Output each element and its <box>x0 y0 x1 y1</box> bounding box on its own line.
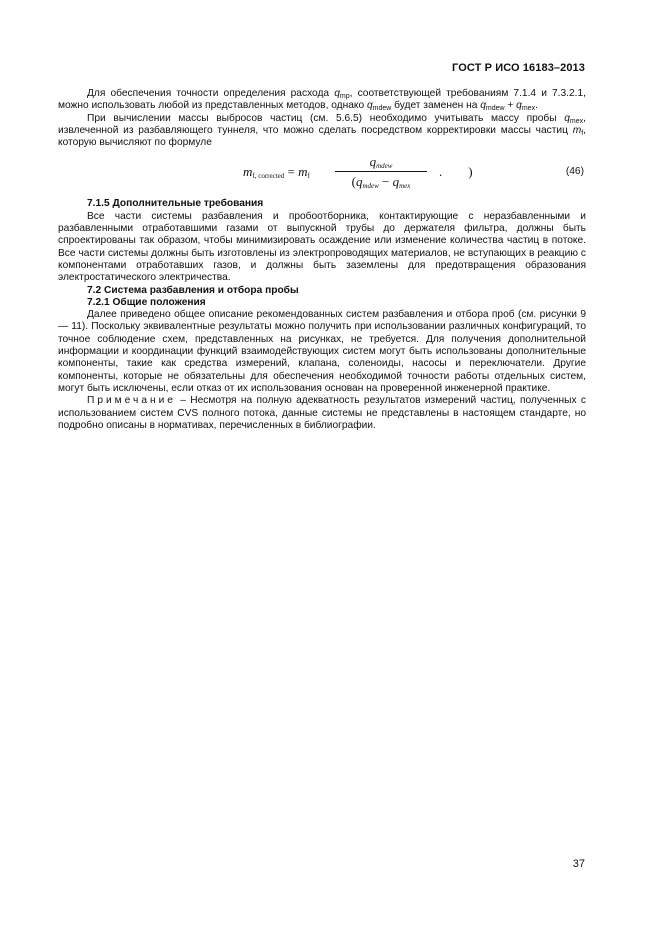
note-text: – Несмотря на полную адекватность результатов измерений частиц, полученных с использованием систем CVS полного потока, данные системы не представлены в настоящем стандарте, но подробно описаны в нормативах, перечисленных в библиографии. <box>58 395 586 431</box>
note-paragraph <box>58 395 586 432</box>
section-heading-7-2: 7.2 Система разбавления и отбора пробы <box>87 284 299 296</box>
formula-trail: . ) <box>439 164 473 180</box>
paragraph-additional-requirements: Все части системы разбавления и пробоотборника, контактирующие с неразбавленными и разбавленными отработавшими газами от выпускной трубы до держателя фильтра, должны быть спроектированы так образом, чтобы минимизировать осаждение или изменение количества частиц в потоке. Все части системы должны быть изготовлены из электропроводящих материалов, не вступающих в реакцию с компонентами отработавших газов, и должны быть заземлены для предотвращения образования электростатического электричества. <box>58 210 586 284</box>
fraction-bar <box>335 171 427 172</box>
formula-denominator: ($q_{mdew} - q_{mex}$ <box>351 174 411 191</box>
section-heading-7-1-5: 7.1.5 Дополнительные требования <box>87 198 264 210</box>
page-number: 37 <box>572 858 585 870</box>
formula-fraction <box>331 154 431 191</box>
paragraph-mass-correction: При вычислении массы выбросов частиц (см. 5.6.5) необходимо учитывать массу пробы $q_{mex}$, извлеченной из разбавляющего туннеля, что можно сделать посредством корректировки массы частиц $m_f$, которую вычисляют по формуле <box>58 112 586 149</box>
section-heading-7-2-1: 7.2.1 Общие положения <box>87 296 206 308</box>
paragraph-general-provisions: Далее приведено общее описание рекомендованных систем разбавления и отбора проб (см. рисунки 9 — 11). Поскольку эквивалентные результаты можно получить при использовании различных конфигураций, то точное соблюдение схем, представленных на рисунках, не требуется. Для получения дополнительной информации и координации функций взаимодействующих систем могут быть использованы дополнительные компоненты, такие как средства измерений, клапана, соленоиды, насосы и переключатели. Другие компоненты, которые не обязательны для обеспечения необходимой точности работы отдельных систем, могут быть исключены, если отказ от их использования основан на проверенной инженерной практике. <box>58 309 586 394</box>
page-content <box>58 88 586 432</box>
formula-46 <box>58 154 586 194</box>
formula-lhs: $m_{f, corrected} = m_f$ <box>243 164 310 181</box>
formula-numerator: $q_{mdew}$ <box>369 154 393 171</box>
paragraph-flow-accuracy: Для обеспечения точности определения расхода $q_{mp}$, соответствующей требованиям 7.1.4 и 7.3.2.1, можно использовать любой из представленных методов, однако $q_{mdew}$ будет заменен на $q_{mdew} + q_{mex}$. <box>58 88 586 113</box>
equation-number: (46) <box>565 166 584 178</box>
note-label: Примечание <box>87 395 176 407</box>
standard-header: ГОСТ Р ИСО 16183–2013 <box>452 62 585 74</box>
